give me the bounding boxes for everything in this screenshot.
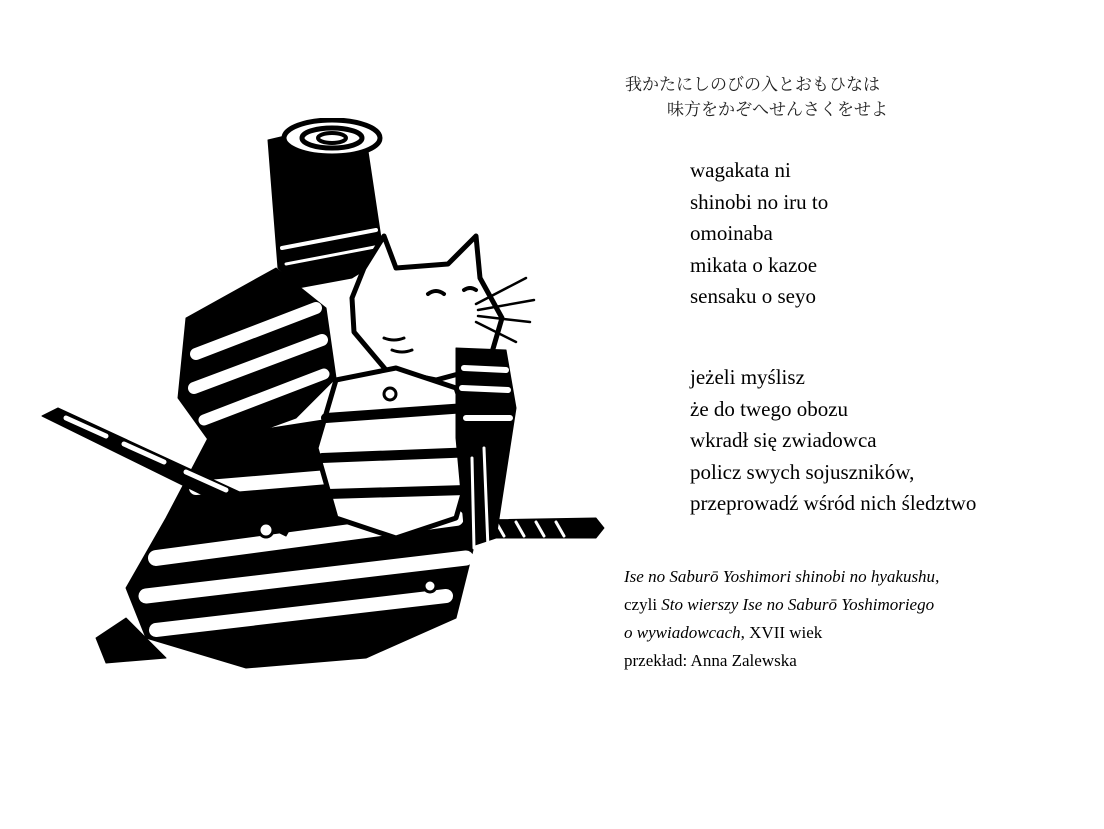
samurai-cat-illustration	[36, 118, 608, 674]
japanese-poem-line-2: 味方をかぞへせんさくをせよ	[667, 100, 888, 120]
romaji-line-1: wagakata ni	[690, 158, 791, 182]
source-polish-title-part1: Sto wierszy Ise no Saburō Yoshimoriego	[661, 595, 935, 614]
romaji-line-4: mikata o kazoe	[690, 252, 818, 277]
source-translator: przekład: Anna Zalewska	[624, 651, 797, 670]
polish-line-2: że do twego obozu	[690, 396, 849, 421]
source-polish-title-part2: o wywiadowcach	[624, 623, 741, 642]
source-row-2	[624, 591, 1094, 619]
romaji-poem	[690, 155, 828, 313]
source-row-3	[624, 619, 1094, 647]
japanese-poem	[625, 73, 1095, 123]
source-century: , XVII wiek	[740, 623, 823, 642]
polish-line-5: przeprowadź wśród nich śledztwo	[690, 491, 977, 515]
romaji-line-3: omoinaba	[690, 221, 773, 245]
source-attribution	[624, 563, 1094, 675]
japanese-poem-line-1: 我かたにしのびの入とおもひなは	[625, 75, 880, 95]
source-czyli: czyli	[624, 595, 662, 614]
polish-line-3: wkradł się zwiadowca	[690, 428, 877, 452]
romaji-line-2: shinobi no iru to	[690, 189, 829, 214]
source-original-title: Ise no Saburō Yoshimori shinobi no hyakushu	[624, 567, 936, 586]
polish-translation	[690, 362, 976, 520]
romaji-line-5: sensaku o seyo	[690, 284, 816, 308]
polish-line-1: jeżeli myślisz	[690, 365, 805, 389]
source-comma: ,	[935, 567, 940, 586]
source-row-1	[624, 563, 1094, 591]
polish-line-4: policz swych sojuszników,	[690, 459, 915, 484]
